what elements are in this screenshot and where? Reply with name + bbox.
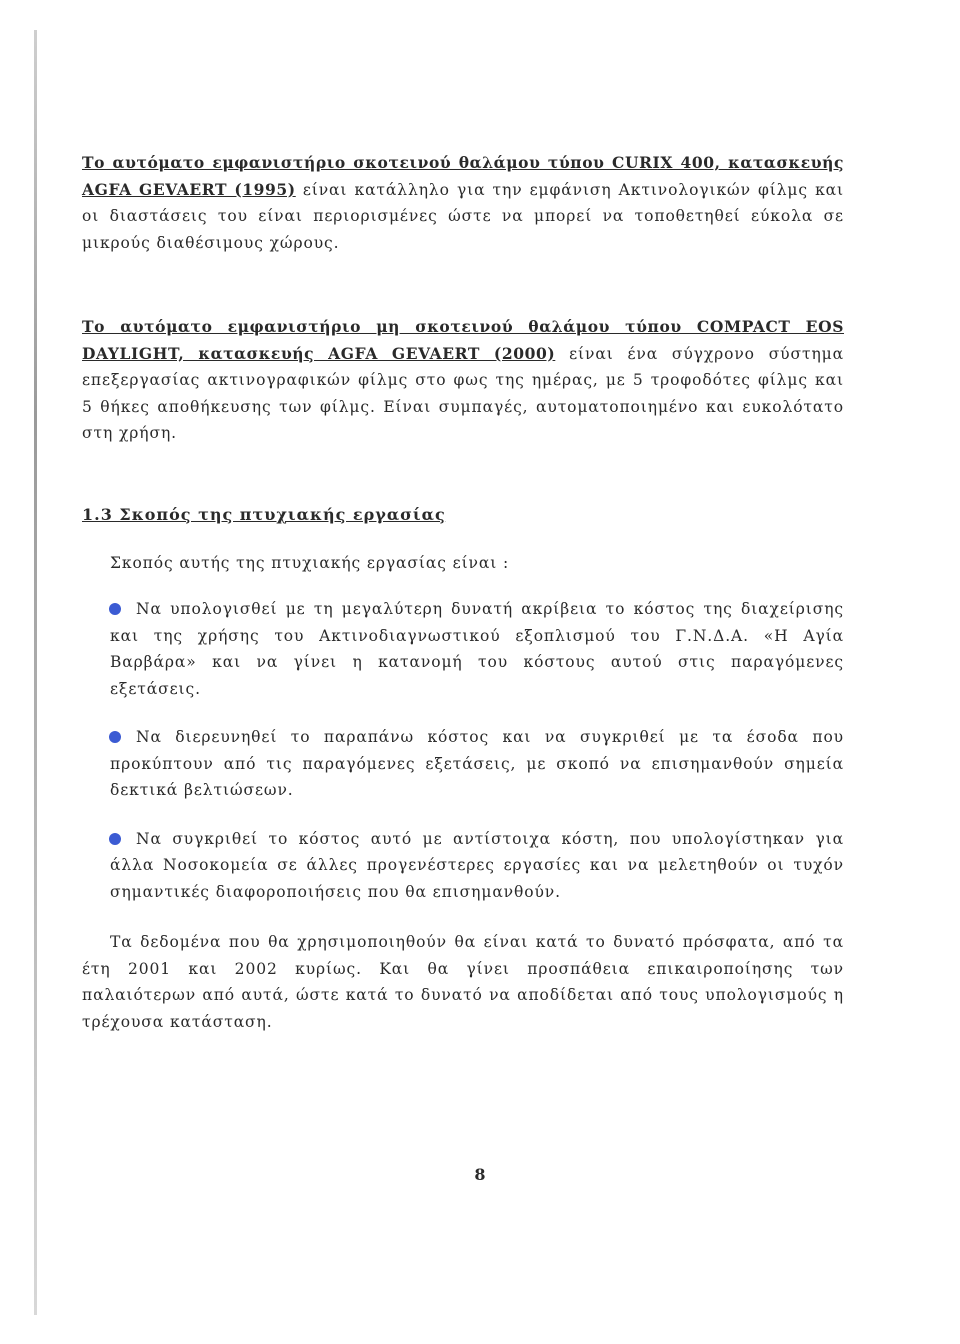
paragraph-curix-lead: Το αυτόματο εμφανιστήριο σκοτεινού θαλάμου τύπου CURIX 400, κατασκευής AGFA GEVAERT (1995) bbox=[82, 153, 844, 199]
list-item-text: Να υπολογισθεί με τη μεγαλύτερη δυνατή ακρίβεια το κόστος της διαχείρισης και της χρήσης του Ακτινοδιαγνωστικού εξοπλισμού του Γ.Ν.Δ.Α. «Η Αγία Βαρβάρα» και να γίνει η κατανομή του κόστους αυτού στις παραγόμενες εξετάσεις. bbox=[110, 600, 844, 698]
document-page bbox=[82, 150, 844, 1035]
paragraph-curix-body: είναι κατάλληλο για την εμφάνιση Ακτινολογικών φίλμς και οι διαστάσεις του είναι περιορισμένες ώστε να μπορεί να τοποθετηθεί εύκολα σε μικρούς διαθέσιμους χώρους. bbox=[82, 180, 844, 252]
paragraph-compact-eos bbox=[82, 314, 844, 447]
list-item bbox=[82, 826, 844, 906]
bullet-dot-icon bbox=[109, 603, 121, 615]
list-item bbox=[82, 596, 844, 702]
list-item-text: Να συγκριθεί το κόστος αυτό με αντίστοιχα κόστη, που υπολογίστηκαν για άλλα Νοσοκομεία σε άλλες προγενέστερες εργασίες και να μελετηθούν οι τυχόν σημαντικές διαφοροποιήσεις που θα επισημανθούν. bbox=[110, 829, 844, 901]
scan-margin-line bbox=[34, 30, 37, 1315]
closing-paragraph: Τα δεδομένα που θα χρησιμοποιηθούν θα είναι κατά το δυνατό πρόσφατα, από τα έτη 2001 και 2002 κυρίως. Και θα γίνει προσπάθεια επικαιροποίησης των παλαιότερων από αυτά, ώστε κατά το δυνατό να αποδίδεται από τους υπολογισμούς η τρέχουσα κατάσταση. bbox=[82, 933, 844, 1031]
page-number: 8 bbox=[474, 1165, 486, 1184]
section-intro: Σκοπός αυτής της πτυχιακής εργασίας είναι : bbox=[110, 553, 510, 572]
paragraph-compact-eos-body: είναι ένα σύγχρονο σύστημα επεξεργασίας ακτινογραφικών φίλμς στο φως της ημέρας, με 5 τροφοδότες φίλμς και 5 θήκες αποθήκευσης των φίλμς. Είναι συμπαγές, αυτοματοποιημένο και ευκολότατο στη χρήση. bbox=[82, 344, 844, 442]
bullet-dot-icon bbox=[109, 731, 121, 743]
list-item-text: Να διερευνηθεί το παραπάνω κόστος και να συγκριθεί με τα έσοδα που προκύπτουν από τις παραγόμενες εξετάσεις, με σκοπό να επισημανθούν σημεία δεκτικά βελτιώσεων. bbox=[110, 728, 844, 799]
paragraph-curix bbox=[82, 150, 844, 256]
section-heading: 1.3 Σκοπός της πτυχιακής εργασίας bbox=[82, 504, 446, 524]
bullet-dot-icon bbox=[109, 833, 121, 845]
list-item bbox=[82, 724, 844, 804]
paragraph-compact-eos-lead: Το αυτόματο εμφανιστήριο μη σκοτεινού θαλάμου τύπου COMPACT EOS DAYLIGHT, κατασκευής AGFA GEVAERT (2000) bbox=[82, 317, 844, 363]
